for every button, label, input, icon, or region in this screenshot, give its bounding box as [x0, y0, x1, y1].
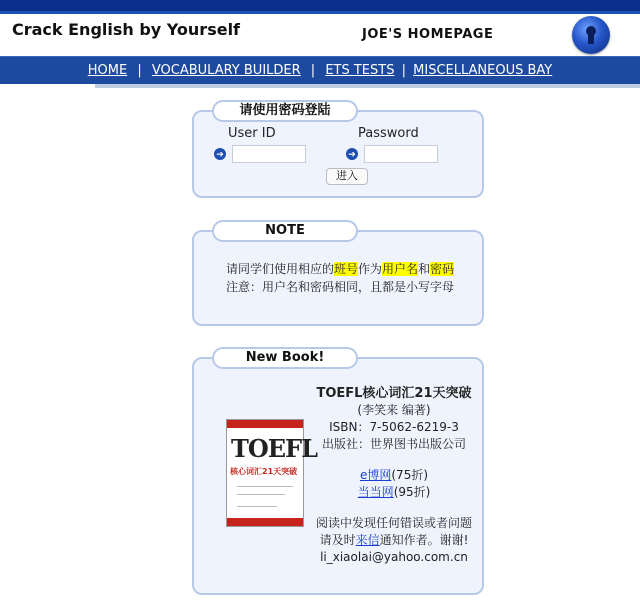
book-author: (李笑来 编著) — [357, 403, 431, 417]
highlight-password: 密码 — [430, 262, 455, 276]
author-email: li_xiaolai@yahoo.com.cn — [320, 550, 468, 564]
note-text — [226, 260, 454, 296]
store-1: e博网(75折) — [359, 468, 429, 482]
new-book-panel — [192, 350, 484, 595]
login-tab-title: 请使用密码登陆 — [212, 100, 358, 122]
book-info — [306, 385, 482, 566]
site-header — [0, 14, 640, 56]
book-cover-image — [226, 419, 317, 527]
arrow-right-icon: ➔ — [346, 148, 358, 160]
highlight-username: 用户名 — [382, 262, 419, 276]
feedback-line-1: 阅读中发现任何错误或者问题 — [315, 516, 472, 530]
nav-separator: | — [310, 63, 316, 78]
arrow-right-icon: ➔ — [214, 148, 226, 160]
nav-vocabulary-builder[interactable]: VOCABULARY BUILDER — [151, 63, 301, 78]
note-line-1: 请同学们使用相应的班号作为用户名和密码 — [226, 262, 455, 276]
nav-separator: | — [401, 63, 406, 78]
store-1-link[interactable]: e博网 — [359, 468, 392, 482]
store-2-link[interactable]: 当当网 — [357, 485, 394, 499]
note-tab-title: NOTE — [212, 220, 358, 242]
store-2: 当当网(95折) — [357, 485, 431, 499]
main-nav — [0, 56, 640, 84]
login-submit-button[interactable]: 进入 — [326, 168, 368, 185]
feedback-line-2: 请及时来信通知作者。谢谢! — [319, 533, 469, 547]
note-line-2: 注意：用户名和密码相同，且都是小写字母 — [226, 280, 455, 294]
nav-home[interactable]: HOME — [87, 63, 128, 78]
new-book-tab-title: New Book! — [212, 347, 358, 369]
login-panel — [192, 103, 484, 198]
book-isbn: ISBN：7-5062-6219-3 — [329, 420, 459, 434]
nav-miscellaneous-bay[interactable]: MISCELLANEOUS BAY — [413, 63, 553, 78]
password-label: Password — [358, 126, 419, 141]
book-cover-subtitle: 核心词汇21天突破 — [230, 467, 298, 476]
user-id-label: User ID — [228, 126, 276, 141]
home-title: JOE'S HOMEPAGE — [362, 27, 494, 42]
book-cover-title: TOEFL — [231, 434, 317, 463]
password-input[interactable] — [364, 145, 438, 163]
nav-shadow — [95, 84, 640, 88]
keyhole-logo-icon — [572, 16, 610, 54]
note-panel — [192, 223, 484, 326]
highlight-class-number: 班号 — [334, 262, 359, 276]
user-id-input[interactable] — [232, 145, 306, 163]
site-title: Crack English by Yourself — [12, 20, 241, 39]
book-publisher: 出版社：世界图书出版公司 — [321, 437, 466, 451]
contact-author-link[interactable]: 来信 — [355, 533, 380, 547]
nav-ets-tests[interactable]: ETS TESTS — [325, 63, 395, 78]
book-title: TOEFL核心词汇21天突破 — [316, 386, 472, 401]
nav-separator: | — [137, 63, 142, 78]
